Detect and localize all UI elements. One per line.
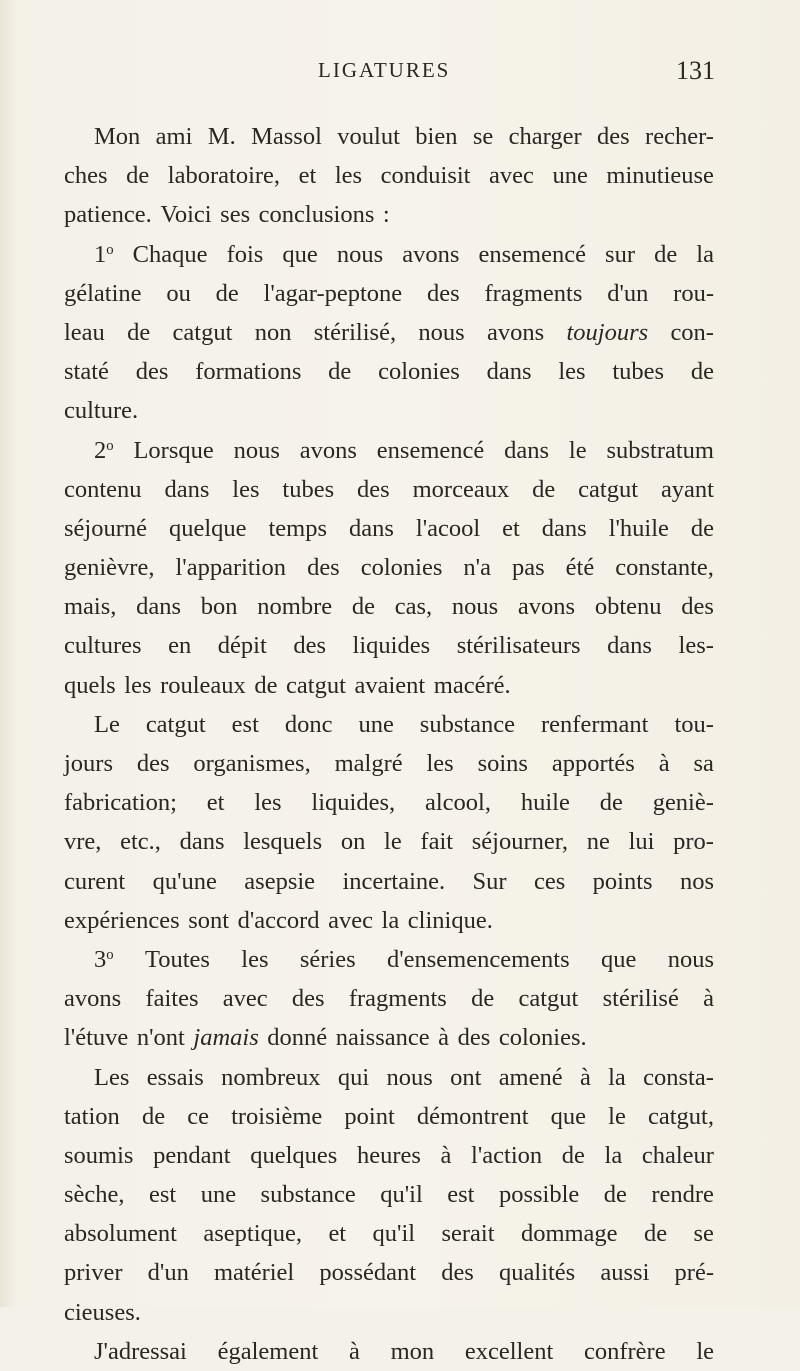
- text-line: expériences sont d'accord avec la clinique.: [64, 906, 493, 934]
- text-line: Mon ami M. Massol voulut bien se charger des recher-: [94, 123, 714, 150]
- text-line: quels les rouleaux de catgut avaient macéré.: [64, 671, 511, 699]
- text-line: fabrication; et les liquides, alcool, huile de geniè-: [64, 789, 714, 817]
- text-line: soumis pendant quelques heures à l'action de la chaleur: [64, 1141, 714, 1169]
- text-line: ches de laboratoire, et les conduisit avec une minutieuse: [64, 162, 714, 190]
- text-line: vre, etc., dans lesquels on le fait séjourner, ne lui pro-: [64, 828, 714, 856]
- text-line: avons faites avec des fragments de catgut stérilisé à: [64, 985, 714, 1013]
- text-line: gélatine ou de l'agar-peptone des fragments d'un rou-: [64, 279, 714, 307]
- text-line: culture.: [64, 397, 139, 425]
- text-line: contenu dans les tubes des morceaux de catgut ayant: [64, 475, 714, 503]
- text-line: mais, dans bon nombre de cas, nous avons obtenu des: [64, 593, 714, 621]
- text-line: 1$^o$ Chaque fois que nous avons ensemencé sur de la: [94, 240, 714, 268]
- running-title: LIGATURES: [318, 58, 451, 82]
- text-line: cieuses.: [64, 1298, 141, 1326]
- text-line: staté des formations de colonies dans les tubes de: [64, 358, 714, 386]
- text-line: priver d'un matériel possédant des qualités aussi pré-: [64, 1259, 714, 1287]
- text-line: Les essais nombreux qui nous ont amené à la consta-: [94, 1063, 714, 1091]
- page-header: [0, 58, 800, 98]
- text-line: 2$^o$ Lorsque nous avons ensemencé dans le substratum: [94, 436, 714, 464]
- text-line: J'adressai également à mon excellent confrère le: [94, 1337, 714, 1365]
- text-line: tation de ce troisième point démontrent que le catgut,: [64, 1102, 714, 1130]
- text-line: Le catgut est donc une substance renfermant tou-: [94, 710, 714, 738]
- text-line: genièvre, l'apparition des colonies n'a pas été constante,: [64, 554, 714, 582]
- text-line: patience. Voici ses conclusions :: [64, 201, 390, 229]
- text-line: jours des organismes, malgré les soins apportés à sa: [64, 750, 714, 777]
- text-line: sèche, est une substance qu'il est possible de rendre: [64, 1181, 714, 1209]
- body-text: [64, 117, 714, 1371]
- text-line: absolument aseptique, et qu'il serait dommage de se: [64, 1220, 714, 1248]
- text-line: l'étuve n'ont jamais donné naissance à des colonies.: [64, 1024, 587, 1052]
- page-number: 131: [676, 56, 715, 85]
- text-line: leau de catgut non stérilisé, nous avons toujours con-: [64, 318, 714, 346]
- text-line: séjourné quelque temps dans l'acool et dans l'huile de: [64, 514, 714, 542]
- text-line: 3$^o$ Toutes les séries d'ensemencements que nous: [94, 945, 714, 973]
- text-line: curent qu'une asepsie incertaine. Sur ces points nos: [64, 867, 714, 895]
- text-line: cultures en dépit des liquides stérilisateurs dans les-: [64, 632, 714, 660]
